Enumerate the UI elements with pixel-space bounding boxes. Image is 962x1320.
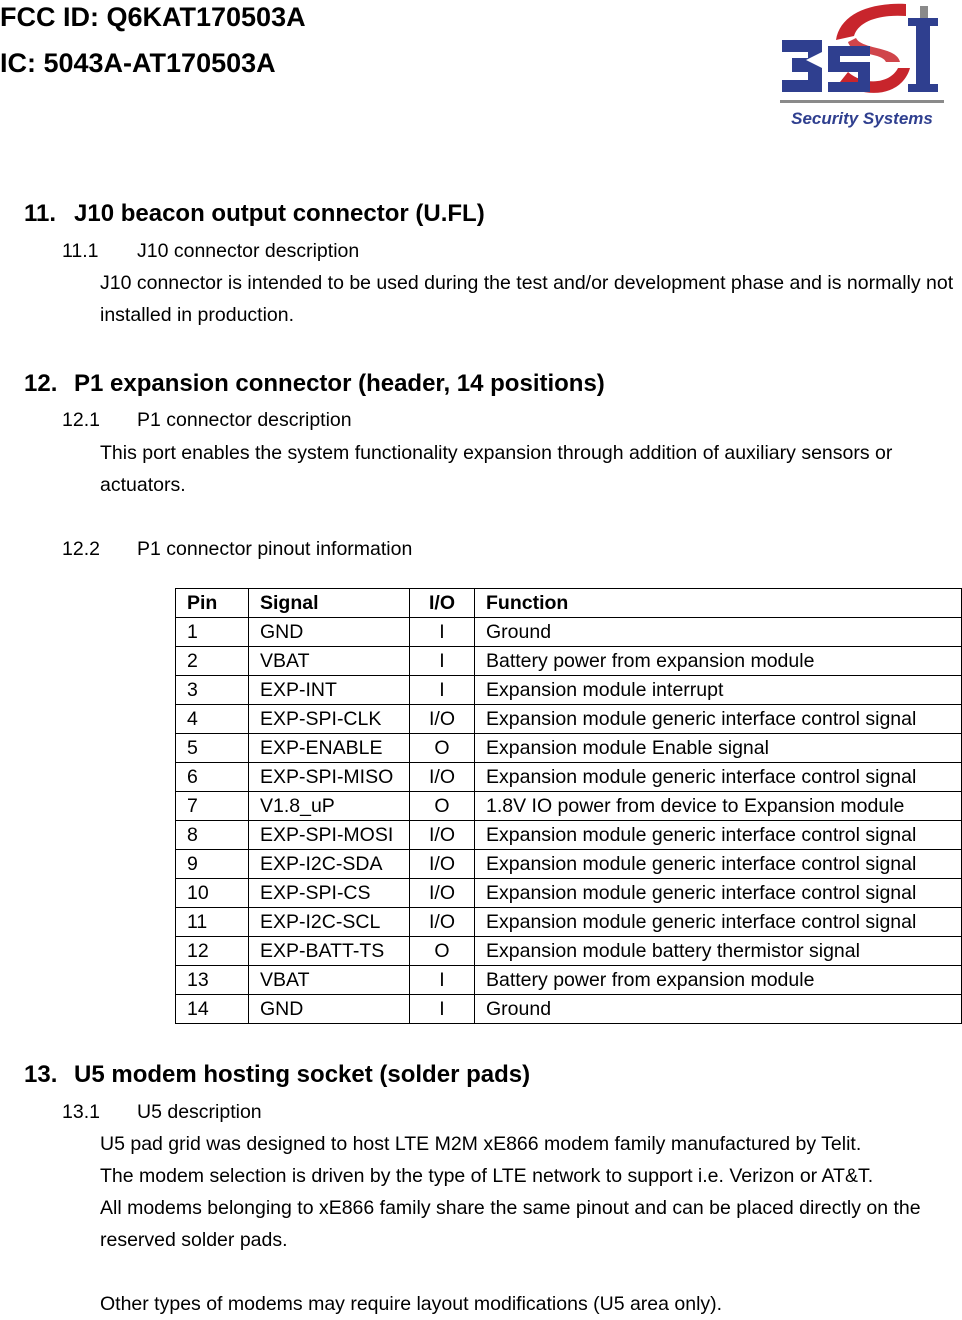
- section-heading-13: [24, 1060, 530, 1090]
- table-row: [176, 618, 962, 647]
- paragraph-13-1: [100, 1128, 962, 1320]
- table-row: [176, 908, 962, 937]
- cell-signal: EXP-INT: [249, 676, 410, 705]
- cell-pin: 6: [176, 763, 249, 792]
- cell-pin: 4: [176, 705, 249, 734]
- subsection-heading-11-1: [62, 238, 359, 264]
- cell-pin: 9: [176, 850, 249, 879]
- subsection-number: 12.1: [62, 409, 100, 431]
- paragraph-text: All modems belonging to xE866 family share the same pinout and can be placed directly on the reserved solder pads.: [100, 1197, 921, 1251]
- cell-function: Expansion module generic interface control signal: [475, 879, 962, 908]
- cell-io: I/O: [410, 705, 475, 734]
- cell-io: I: [410, 647, 475, 676]
- cell-function: Battery power from expansion module: [475, 647, 962, 676]
- section-title: P1 expansion connector (header, 14 positions): [74, 370, 605, 397]
- paragraph-text: The modem selection is driven by the type of LTE network to support i.e. Verizon or AT&T.: [100, 1165, 874, 1187]
- cell-io: O: [410, 734, 475, 763]
- paragraph-text: This port enables the system functionality expansion through addition of auxiliary sensors or actuators.: [100, 442, 893, 496]
- cell-io: I/O: [410, 763, 475, 792]
- subsection-number: 11.1: [62, 240, 99, 262]
- cell-function: Battery power from expansion module: [475, 966, 962, 995]
- subsection-title: P1 connector pinout information: [137, 538, 413, 560]
- logo-subtitle: Security Systems: [791, 109, 933, 128]
- cell-io: I/O: [410, 908, 475, 937]
- table-row: [176, 792, 962, 821]
- cell-function: Expansion module generic interface control signal: [475, 705, 962, 734]
- subsection-title: U5 description: [137, 1101, 262, 1123]
- table-row: [176, 966, 962, 995]
- cell-io: I: [410, 995, 475, 1024]
- cell-signal: EXP-SPI-CS: [249, 879, 410, 908]
- section-title: U5 modem hosting socket (solder pads): [74, 1061, 531, 1088]
- table-row: [176, 850, 962, 879]
- subsection-title: J10 connector description: [137, 240, 360, 262]
- column-header-signal: Signal: [249, 589, 410, 618]
- cell-signal: VBAT: [249, 966, 410, 995]
- cell-pin: 14: [176, 995, 249, 1024]
- paragraph-11-1: [100, 267, 962, 331]
- table-header-row: [176, 589, 962, 618]
- table-row: [176, 676, 962, 705]
- subsection-heading-12-1: [62, 407, 352, 433]
- cell-io: I: [410, 676, 475, 705]
- cell-function: Expansion module generic interface control signal: [475, 850, 962, 879]
- cell-signal: VBAT: [249, 647, 410, 676]
- cell-function: Expansion module generic interface control signal: [475, 763, 962, 792]
- column-header-pin: Pin: [176, 589, 249, 618]
- paragraph-12-1: [100, 437, 962, 501]
- subsection-number: 13.1: [62, 1101, 100, 1123]
- cell-signal: EXP-SPI-MOSI: [249, 821, 410, 850]
- cell-io: I/O: [410, 879, 475, 908]
- cell-signal: V1.8_uP: [249, 792, 410, 821]
- cell-io: I: [410, 966, 475, 995]
- cell-signal: EXP-BATT-TS: [249, 937, 410, 966]
- cell-function: Expansion module generic interface control signal: [475, 908, 962, 937]
- table-row: [176, 763, 962, 792]
- paragraph-text: Other types of modems may require layout modifications (U5 area only).: [100, 1293, 723, 1315]
- column-header-io: I/O: [410, 589, 475, 618]
- cell-pin: 11: [176, 908, 249, 937]
- table-row: [176, 734, 962, 763]
- pinout-table: [175, 588, 962, 1024]
- subsection-title: P1 connector description: [137, 409, 352, 431]
- cell-function: Ground: [475, 618, 962, 647]
- cell-pin: 12: [176, 937, 249, 966]
- section-heading-12: [24, 369, 605, 399]
- cell-io: O: [410, 792, 475, 821]
- table-row: [176, 705, 962, 734]
- subsection-heading-13-1: [62, 1099, 262, 1125]
- ic-id: IC: 5043A-AT170503A: [0, 48, 276, 78]
- cell-pin: 5: [176, 734, 249, 763]
- cell-signal: EXP-ENABLE: [249, 734, 410, 763]
- table-row: [176, 821, 962, 850]
- table-row: [176, 995, 962, 1024]
- company-logo: [778, 0, 948, 132]
- cell-function: Expansion module interrupt: [475, 676, 962, 705]
- fcc-id: FCC ID: Q6KAT170503A: [0, 2, 306, 32]
- section-number: 11.: [24, 200, 57, 227]
- cell-pin: 10: [176, 879, 249, 908]
- cell-signal: GND: [249, 618, 410, 647]
- paragraph-text: J10 connector is intended to be used during the test and/or development phase and is normally not installed in production.: [100, 272, 954, 326]
- cell-pin: 1: [176, 618, 249, 647]
- cell-function: 1.8V IO power from device to Expansion module: [475, 792, 962, 821]
- cell-function: Expansion module Enable signal: [475, 734, 962, 763]
- cell-io: I/O: [410, 821, 475, 850]
- cell-signal: EXP-SPI-MISO: [249, 763, 410, 792]
- paragraph-text: U5 pad grid was designed to host LTE M2M xE866 modem family manufactured by Telit.: [100, 1133, 862, 1155]
- subsection-heading-12-2: [62, 536, 412, 562]
- cell-function: Expansion module battery thermistor signal: [475, 937, 962, 966]
- table-row: [176, 879, 962, 908]
- cell-io: I/O: [410, 850, 475, 879]
- subsection-number: 12.2: [62, 538, 100, 560]
- cell-function: Expansion module generic interface control signal: [475, 821, 962, 850]
- cell-io: I: [410, 618, 475, 647]
- column-header-function: Function: [475, 589, 962, 618]
- cell-signal: GND: [249, 995, 410, 1024]
- section-number: 12.: [24, 370, 58, 397]
- cell-pin: 13: [176, 966, 249, 995]
- section-number: 13.: [24, 1061, 58, 1088]
- cell-function: Ground: [475, 995, 962, 1024]
- cell-pin: 8: [176, 821, 249, 850]
- cell-pin: 3: [176, 676, 249, 705]
- section-heading-11: [24, 199, 485, 229]
- section-title: J10 beacon output connector (U.FL): [74, 200, 485, 227]
- cell-signal: EXP-I2C-SDA: [249, 850, 410, 879]
- cell-pin: 2: [176, 647, 249, 676]
- cell-pin: 7: [176, 792, 249, 821]
- cell-signal: EXP-I2C-SCL: [249, 908, 410, 937]
- table-row: [176, 937, 962, 966]
- cell-signal: EXP-SPI-CLK: [249, 705, 410, 734]
- table-row: [176, 647, 962, 676]
- cell-io: O: [410, 937, 475, 966]
